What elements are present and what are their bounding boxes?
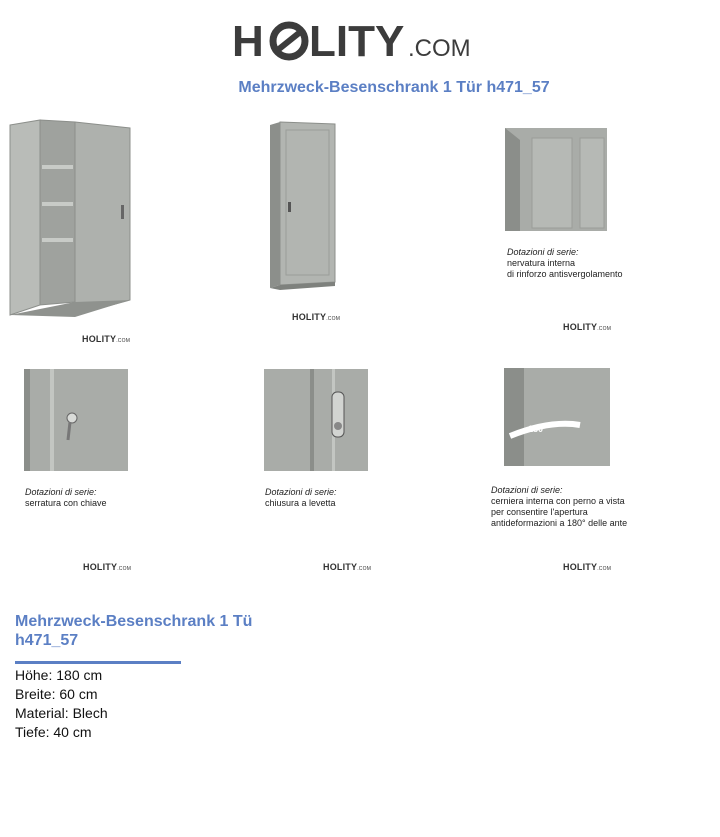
logo-suffix: .COM xyxy=(408,35,471,62)
caption-lever-lock: Dotazioni di serie: chiusura a levetta xyxy=(265,487,337,508)
page-title: Mehrzweck-Besenschrank 1 Tür h471_57 xyxy=(238,79,550,96)
lever-handle-icon xyxy=(332,392,344,437)
gallery-image-hinge[interactable] xyxy=(480,350,720,590)
mini-logo: HOLITY.COM xyxy=(82,334,131,344)
spec-item-material: Material: Blech xyxy=(15,705,108,721)
logo-letter-h: H xyxy=(232,17,264,64)
spec-item-depth: Tiefe: 40 cm xyxy=(15,724,92,740)
title-underline xyxy=(15,661,181,664)
brand-logo[interactable] xyxy=(0,16,720,69)
mini-logo: HOLITY.COM xyxy=(83,562,132,572)
spec-item-height: Höhe: 180 cm xyxy=(15,667,103,683)
mini-logo: HOLITY.COM xyxy=(292,312,341,322)
spec-item-width: Breite: 60 cm xyxy=(15,686,98,702)
key-lock-icon xyxy=(67,413,77,423)
gallery-image-ribbing[interactable] xyxy=(480,110,720,350)
holity-logo-icon xyxy=(230,16,490,64)
lever-lock-photo xyxy=(240,350,480,480)
ribbing-photo xyxy=(480,110,720,240)
mini-logo: HOLITY.COM xyxy=(563,322,612,332)
gallery-image-closed-cabinet[interactable] xyxy=(240,110,480,350)
mini-logo: HOLITY.COM xyxy=(563,562,612,572)
caption-key-lock: Dotazioni di serie: serratura con chiave xyxy=(25,487,107,508)
gallery-image-lever-lock[interactable] xyxy=(240,350,480,590)
mini-logo: HOLITY.COM xyxy=(323,562,372,572)
hinge-photo xyxy=(480,350,720,480)
gallery-image-open-cabinet[interactable] xyxy=(0,110,240,350)
closed-cabinet-illustration xyxy=(240,110,480,350)
key-lock-photo xyxy=(0,350,240,480)
angle-label: 180° xyxy=(528,424,547,434)
open-cabinet-illustration xyxy=(0,110,240,350)
spec-list xyxy=(15,666,108,742)
product-title: Mehrzweck-Besenschrank 1 Tü h471_57 xyxy=(15,613,253,649)
caption-hinge: Dotazioni di serie: cerniera interna con perno a vista per consentire l'apertura antideformazioni a 180° delle ante xyxy=(491,485,628,528)
caption-ribbing: Dotazioni di serie: nervatura interna di rinforzo antisvergolamento xyxy=(507,247,623,279)
logo-o-slash xyxy=(279,33,299,49)
logo-word: LITY xyxy=(309,17,405,64)
gallery-image-key-lock[interactable] xyxy=(0,350,240,590)
